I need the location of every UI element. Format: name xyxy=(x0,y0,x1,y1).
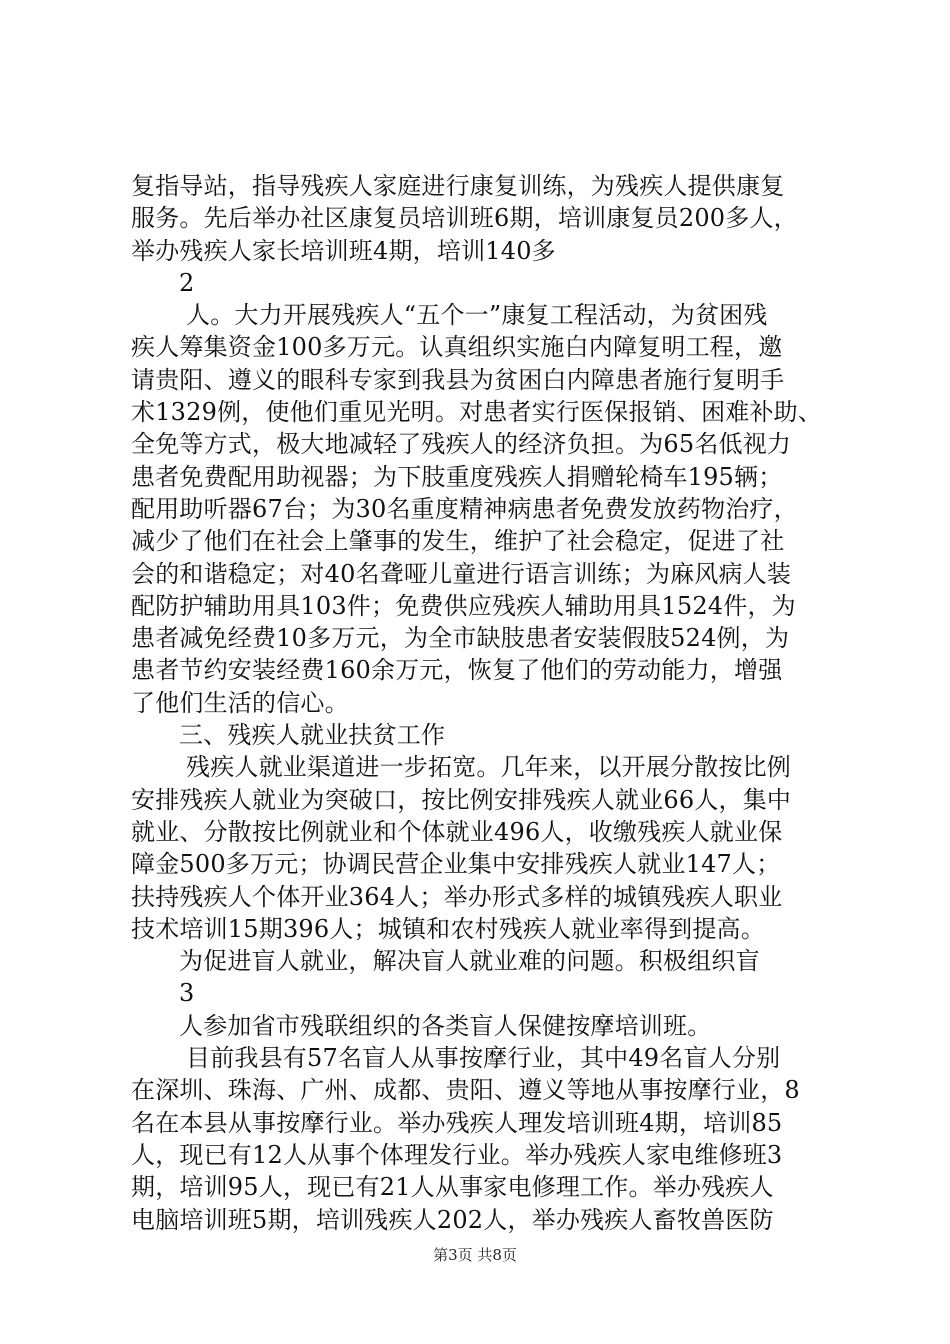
page-number-marker: 2 xyxy=(179,268,195,297)
text-line: 就业、分散按比例就业和个体就业496人，收缴残疾人就业保 xyxy=(131,817,783,846)
text-line: 配用助听器67台；为30名重度精神病患者免费发放药物治疗， xyxy=(131,494,798,523)
text-line: 了他们生活的信心。 xyxy=(131,688,349,717)
body-text xyxy=(131,170,831,1236)
text-line: 服务。先后举办社区康复员培训班6期，培训康复员200多人， xyxy=(131,204,798,233)
text-line: 请贵阳、遵义的眼科专家到我县为贫困白内障患者施行复明手 xyxy=(131,365,785,394)
text-line: 举办残疾人家长培训班4期，培训140多 xyxy=(131,236,556,265)
text-line: 技术培训15期396人；城镇和农村残疾人就业率得到提高。 xyxy=(131,914,765,943)
text-line: 障金500多万元；协调民营企业集中安排残疾人就业147人； xyxy=(131,850,781,879)
text-line: 为促进盲人就业，解决盲人就业难的问题。积极组织盲 xyxy=(179,947,760,976)
text-line: 电脑培训班5期，培训残疾人202人，举办残疾人畜牧兽医防 xyxy=(131,1205,774,1234)
text-line: 会的和谐稳定；对40名聋哑儿童进行语言训练；为麻风病人装 xyxy=(131,559,792,588)
text-line: 患者节约安装经费160余万元，恢复了他们的劳动能力，增强 xyxy=(131,656,783,685)
text-line: 患者免费配用助视器；为下肢重度残疾人捐赠轮椅车195辆； xyxy=(131,462,783,491)
text-line: 扶持残疾人个体开业364人；举办形式多样的城镇残疾人职业 xyxy=(131,882,783,911)
text-line: 在深圳、珠海、广州、成都、贵阳、遵义等地从事按摩行业，8 xyxy=(131,1076,800,1105)
text-line: 三、残疾人就业扶贫工作 xyxy=(179,721,446,750)
page-number-marker: 3 xyxy=(179,979,195,1008)
text-line: 配防护辅助用具103件；免费供应残疾人辅助用具1524件，为 xyxy=(131,591,796,620)
text-line: 期，培训95人，现已有21人从事家电修理工作。举办残疾人 xyxy=(131,1173,774,1202)
text-line: 全免等方式，极大地减轻了残疾人的经济负担。为65名低视力 xyxy=(131,430,792,459)
text-line: 名在本县从事按摩行业。举办残疾人理发培训班4期，培训85 xyxy=(131,1108,783,1137)
text-line: 复指导站，指导残疾人家庭进行康复训练，为残疾人提供康复 xyxy=(131,172,785,200)
text-line: 安排残疾人就业为突破口，按比例安排残疾人就业66人，集中 xyxy=(131,785,792,814)
text-line: 术1329例，使他们重见光明。对患者实行医保报销、困难补助、 xyxy=(131,398,823,427)
text-line: 人参加省市残联组织的各类盲人保健按摩培训班。 xyxy=(179,1011,712,1040)
text-line: 人，现已有12人从事个体理发行业。举办残疾人家电维修班3 xyxy=(131,1140,783,1169)
text-line: 疾人筹集资金100多万元。认真组织实施白内障复明工程，邀 xyxy=(131,333,783,362)
page-footer: 第3页 共8页 xyxy=(433,1246,517,1264)
text-line: 减少了他们在社会上肇事的发生，维护了社会稳定，促进了社 xyxy=(131,527,785,556)
text-line: 人。大力开展残疾人“五个一”康复工程活动，为贫困残 xyxy=(186,301,768,330)
text-line: 残疾人就业渠道进一步拓宽。几年来，以开展分散按比例 xyxy=(186,753,791,782)
text-line: 患者减免经费10多万元，为全市缺肢患者安装假肢524例，为 xyxy=(131,624,790,653)
text-line: 目前我县有57名盲人从事按摩行业，其中49名盲人分别 xyxy=(186,1044,781,1073)
